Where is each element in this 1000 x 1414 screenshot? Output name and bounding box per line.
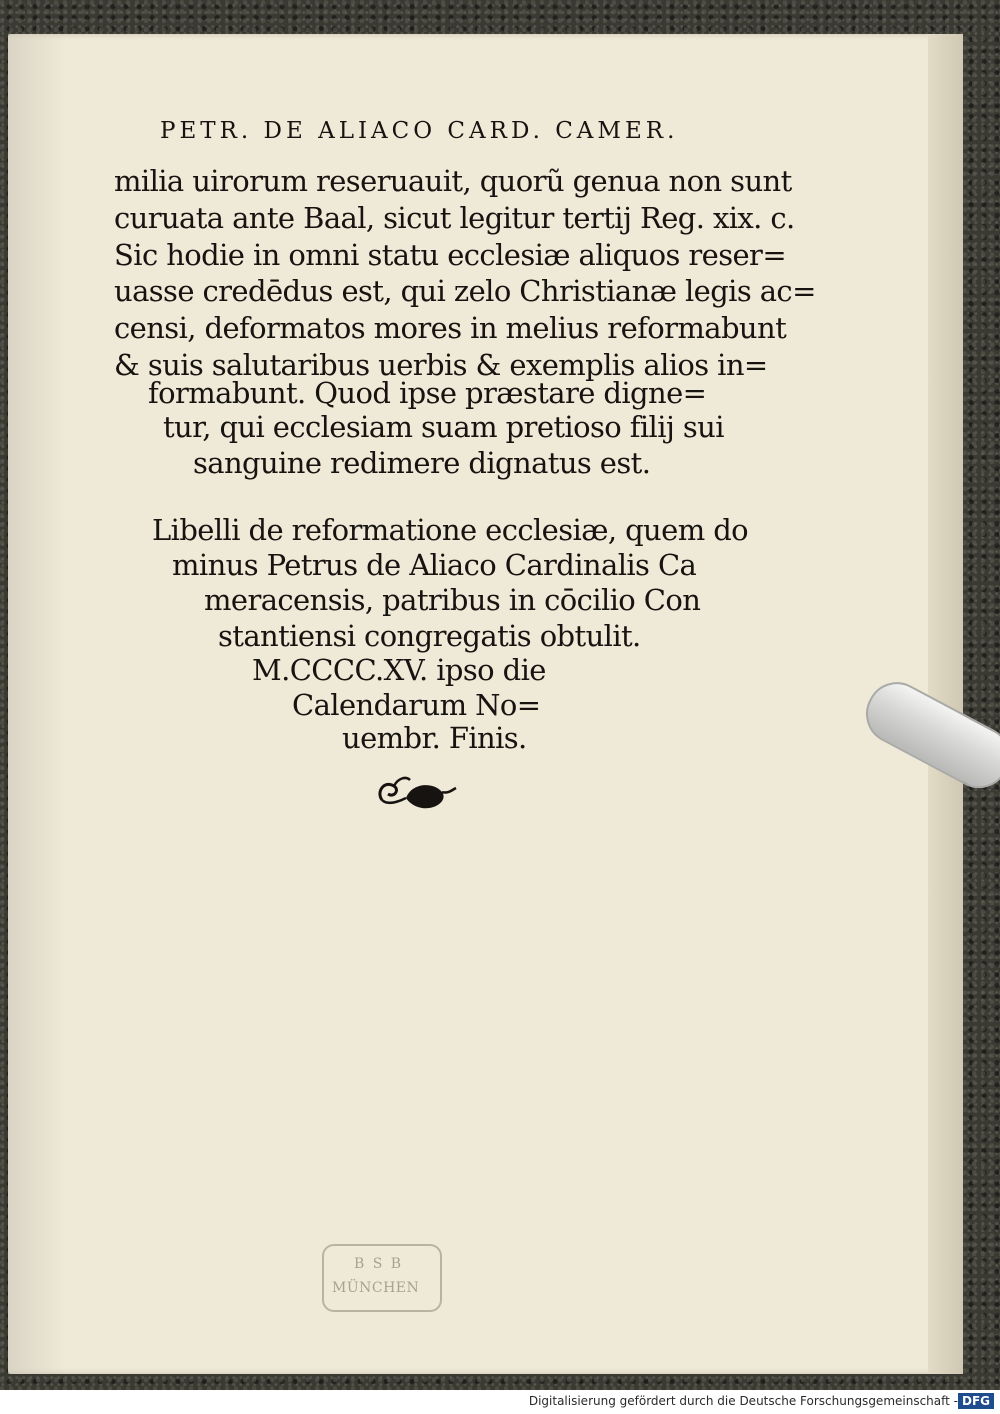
colophon-line: Libelli de reformatione ecclesiæ, quem do (152, 513, 749, 547)
colophon-line: minus Petrus de Aliaco Cardinalis Ca (172, 548, 697, 582)
body-line: sanguine redimere dignatus est. (193, 446, 651, 480)
colophon-line: stantiensi congregatis obtulit. (218, 619, 641, 653)
stamp-line: B S B (354, 1256, 404, 1272)
running-heading: PETR. DE ALIACO CARD. CAMER. (160, 118, 679, 144)
dfg-logo: DFG (958, 1393, 994, 1409)
stamp-line: MÜNCHEN (332, 1280, 420, 1296)
gutter-shadow (8, 34, 66, 1374)
colophon-line: M.CCCC.XV. ipso die (252, 653, 546, 687)
leaf-fleuron-icon (372, 770, 462, 816)
body-line: tur, qui ecclesiam suam pretioso filij sui (163, 410, 724, 444)
footer-bar (0, 1390, 1000, 1414)
body-line: uasse credēdus est, qui zelo Christianæ legis ac= (114, 274, 816, 308)
body-line: milia uirorum reseruauit, quorũ genua non sunt (114, 164, 792, 198)
colophon-line: uembr. Finis. (342, 721, 527, 755)
body-line: formabunt. Quod ipse præstare digne= (148, 376, 707, 410)
body-line: censi, deformatos mores in melius reformabunt (114, 311, 787, 345)
colophon-line: meracensis, patribus in cōcilio Con (204, 583, 701, 617)
library-stamp (322, 1244, 442, 1312)
body-line: curuata ante Baal, sicut legitur tertij Reg. xix. c. (114, 201, 795, 235)
body-line: & suis salutaribus uerbis & exemplis alios in= (114, 348, 768, 382)
funding-credit: Digitalisierung gefördert durch die Deutsche Forschungsgemeinschaft - (528, 1394, 958, 1408)
body-line: Sic hodie in omni statu ecclesiæ aliquos reser= (114, 238, 787, 272)
colophon-line: Calendarum No= (292, 688, 541, 722)
